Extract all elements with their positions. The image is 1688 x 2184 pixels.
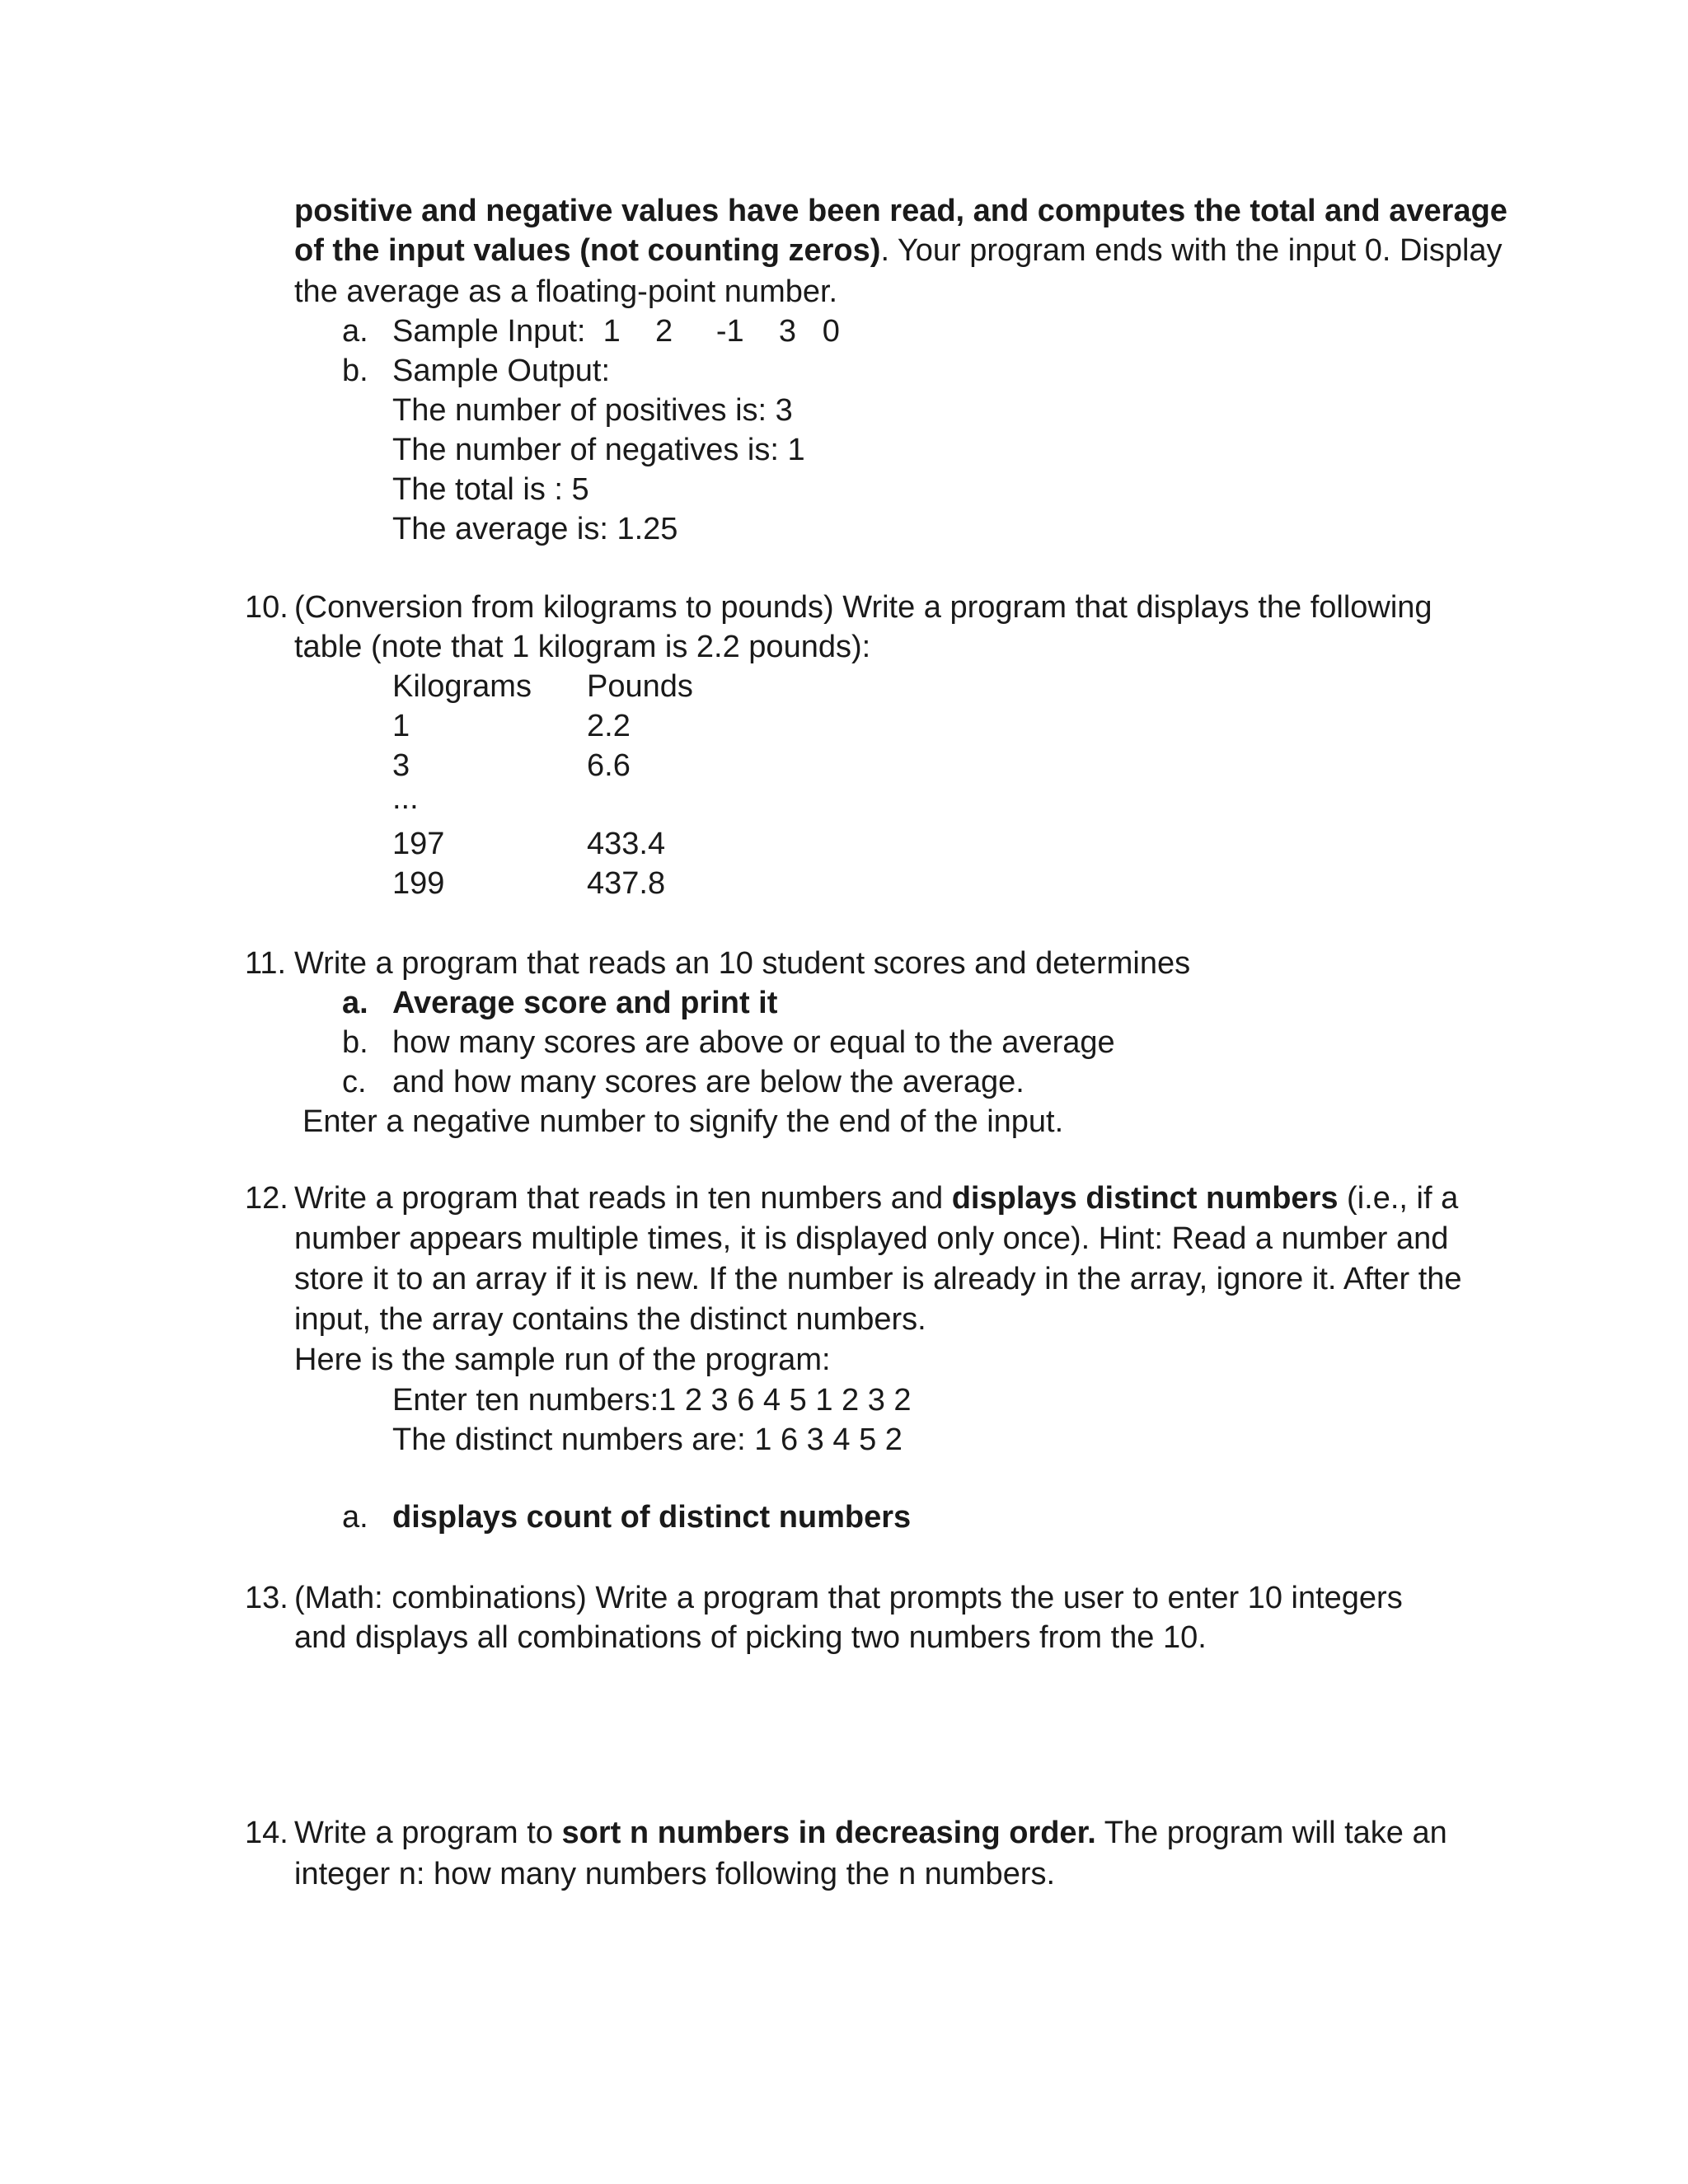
q9-sample-input: Sample Input: 1 2 -1 3 0 — [392, 314, 840, 349]
q11-item-b-text: how many scores are above or equal to the average — [392, 1025, 1115, 1060]
q13-number: 13. — [245, 1581, 288, 1615]
q12-line-5: Here is the sample run of the program: — [294, 1343, 831, 1377]
q12-line-3: store it to an array if it is new. If the number is already in the array, ignore it. After the — [294, 1262, 1462, 1296]
q14-line-1-bold: sort n numbers in decreasing order. — [561, 1816, 1096, 1850]
table-cell-ellipsis: ... — [392, 781, 419, 816]
q9-line-1: positive and negative values have been read, and computes the total and average — [294, 194, 1507, 228]
q12-line-1-bold: displays distinct numbers — [951, 1181, 1339, 1216]
q9-item-b-label: b. — [342, 354, 368, 388]
q12-item-a-label: a. — [342, 1500, 368, 1535]
q9-line-2 — [294, 231, 1503, 270]
table-cell: 433.4 — [587, 827, 666, 861]
q9-line-2-bold: of the input values (not counting zeros) — [294, 233, 881, 268]
q12-item-a-text: displays count of distinct numbers — [392, 1500, 912, 1535]
q11-item-c-text: and how many scores are below the average. — [392, 1065, 1025, 1099]
q13-line-2: and displays all combinations of picking two numbers from the 10. — [294, 1620, 1207, 1655]
q9-line-3: the average as a floating-point number. — [294, 274, 838, 309]
q11-item-a-text: Average score and print it — [392, 986, 778, 1020]
q11-item-c-label: c. — [342, 1065, 367, 1099]
q9-sample-output-label: Sample Output: — [392, 354, 611, 388]
q10-line-1: (Conversion from kilograms to pounds) Write a program that displays the following — [294, 590, 1432, 625]
table-cell: 6.6 — [587, 748, 631, 783]
q12-line-4: input, the array contains the distinct numbers. — [294, 1302, 926, 1337]
table-header-kilograms: Kilograms — [392, 669, 532, 704]
q9-output-line: The total is : 5 — [392, 472, 589, 507]
table-cell: 197 — [392, 827, 445, 861]
q9-output-line: The average is: 1.25 — [392, 512, 678, 546]
q12-line-2: number appears multiple times, it is displayed only once). Hint: Read a number and — [294, 1221, 1449, 1256]
q9-line-2-rest: . Your program ends with the input 0. Display — [880, 233, 1503, 268]
table-cell: 2.2 — [587, 709, 631, 743]
q11-note: Enter a negative number to signify the end of the input. — [302, 1104, 1064, 1139]
q13-line-1: (Math: combinations) Write a program that prompts the user to enter 10 integers — [294, 1581, 1403, 1615]
q9-output-line: The number of negatives is: 1 — [392, 433, 805, 467]
q10-number: 10. — [245, 590, 288, 625]
q11-item-b-label: b. — [342, 1025, 368, 1060]
q12-line-1 — [294, 1179, 1458, 1218]
table-cell: 199 — [392, 866, 445, 901]
q14-line-2: integer n: how many numbers following the n numbers. — [294, 1857, 1056, 1891]
q11-line-1: Write a program that reads an 10 student scores and determines — [294, 946, 1191, 981]
q11-item-a-label: a. — [342, 986, 368, 1020]
q12-sample-run-line: The distinct numbers are: 1 6 3 4 5 2 — [392, 1422, 903, 1457]
q11-number: 11. — [245, 946, 287, 981]
q14-line-1 — [294, 1813, 1447, 1853]
q14-number: 14. — [245, 1816, 288, 1850]
q12-line-1-post: (i.e., if a — [1338, 1181, 1459, 1216]
q14-line-1-pre: Write a program to — [294, 1816, 562, 1850]
q9-item-a-label: a. — [342, 314, 368, 349]
table-header-pounds: Pounds — [587, 669, 693, 704]
q10-line-2: table (note that 1 kilogram is 2.2 pounds): — [294, 630, 871, 664]
q12-sample-run-line: Enter ten numbers:1 2 3 6 4 5 1 2 3 2 — [392, 1383, 912, 1418]
table-cell: 3 — [392, 748, 410, 783]
table-cell: 1 — [392, 709, 410, 743]
table-cell: 437.8 — [587, 866, 666, 901]
q12-number: 12. — [245, 1181, 288, 1216]
q9-output-line: The number of positives is: 3 — [392, 393, 793, 428]
q14-line-1-post: The program will take an — [1095, 1816, 1447, 1850]
q12-line-1-pre: Write a program that reads in ten numbers and — [294, 1181, 952, 1216]
